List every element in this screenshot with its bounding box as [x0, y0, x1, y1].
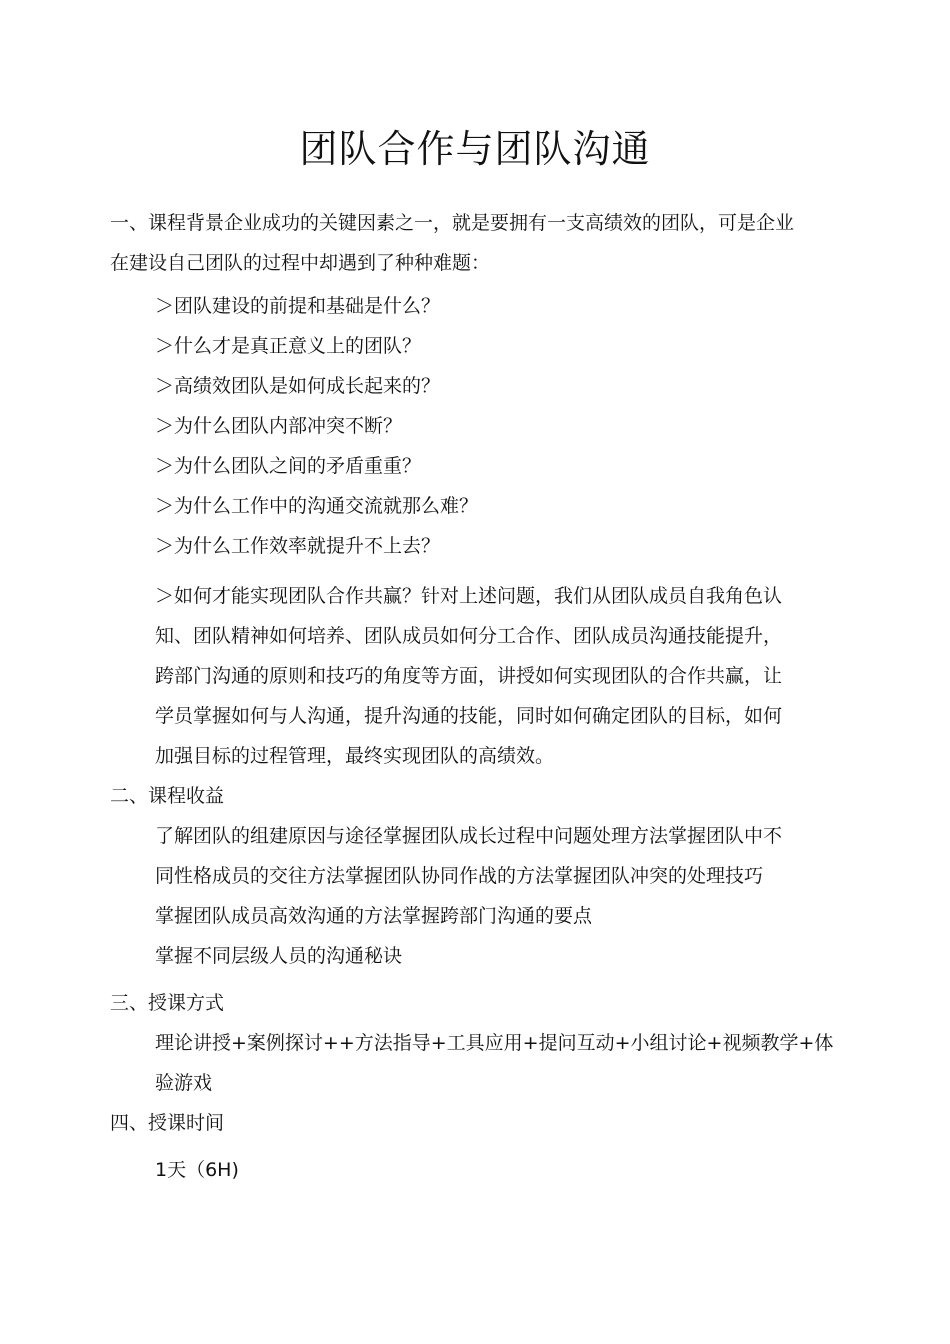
section3-heading: 三、授课方式 — [110, 992, 225, 1014]
section2-line: 掌握团队成员高效沟通的方法掌握跨部门沟通的要点 — [155, 905, 593, 927]
section2-line: 掌握不同层级人员的沟通秘诀 — [155, 945, 403, 967]
section1-intro-line: 在建设自己团队的过程中却遇到了种种难题： — [110, 252, 491, 274]
section4-line: 1天（6H) — [155, 1159, 239, 1181]
closing-paragraph-line: 知、团队精神如何培养、团队成员如何分工合作、团队成员沟通技能提升， — [155, 625, 783, 647]
closing-paragraph-line: 学员掌握如何与人沟通，提升沟通的技能，同时如何确定团队的目标，如何 — [155, 705, 783, 727]
section1-intro-line: 一、课程背景企业成功的关键因素之一，就是要拥有一支高绩效的团队，可是企业 — [110, 212, 795, 234]
closing-paragraph-line: 加强目标的过程管理，最终实现团队的高绩效。 — [155, 745, 555, 767]
closing-paragraph-line: ＞如何才能实现团队合作共赢？针对上述问题，我们从团队成员自我角色认 — [155, 585, 783, 607]
section3-line: 理论讲授+案例探讨++方法指导+工具应用+提问互动+小组讨论+视频教学+体 — [155, 1032, 834, 1054]
question-item: ＞高绩效团队是如何成长起来的？ — [155, 375, 441, 397]
question-item: ＞为什么工作效率就提升不上去？ — [155, 535, 441, 557]
document-title: 团队合作与团队沟通 — [299, 127, 651, 171]
section2-line: 同性格成员的交往方法掌握团队协同作战的方法掌握团队冲突的处理技巧 — [155, 865, 764, 887]
section2-heading: 二、课程收益 — [110, 785, 225, 807]
question-item: ＞为什么团队内部冲突不断？ — [155, 415, 403, 437]
question-item: ＞团队建设的前提和基础是什么？ — [155, 295, 441, 317]
section2-line: 了解团队的组建原因与途径掌握团队成长过程中问题处理方法掌握团队中不 — [155, 825, 783, 847]
section3-line: 验游戏 — [155, 1072, 213, 1094]
question-item: ＞为什么工作中的沟通交流就那么难？ — [155, 495, 479, 517]
section4-heading: 四、授课时间 — [110, 1112, 225, 1134]
question-item: ＞为什么团队之间的矛盾重重？ — [155, 455, 422, 477]
closing-paragraph-line: 跨部门沟通的原则和技巧的角度等方面，讲授如何实现团队的合作共赢，让 — [155, 665, 783, 687]
question-item: ＞什么才是真正意义上的团队？ — [155, 335, 422, 357]
